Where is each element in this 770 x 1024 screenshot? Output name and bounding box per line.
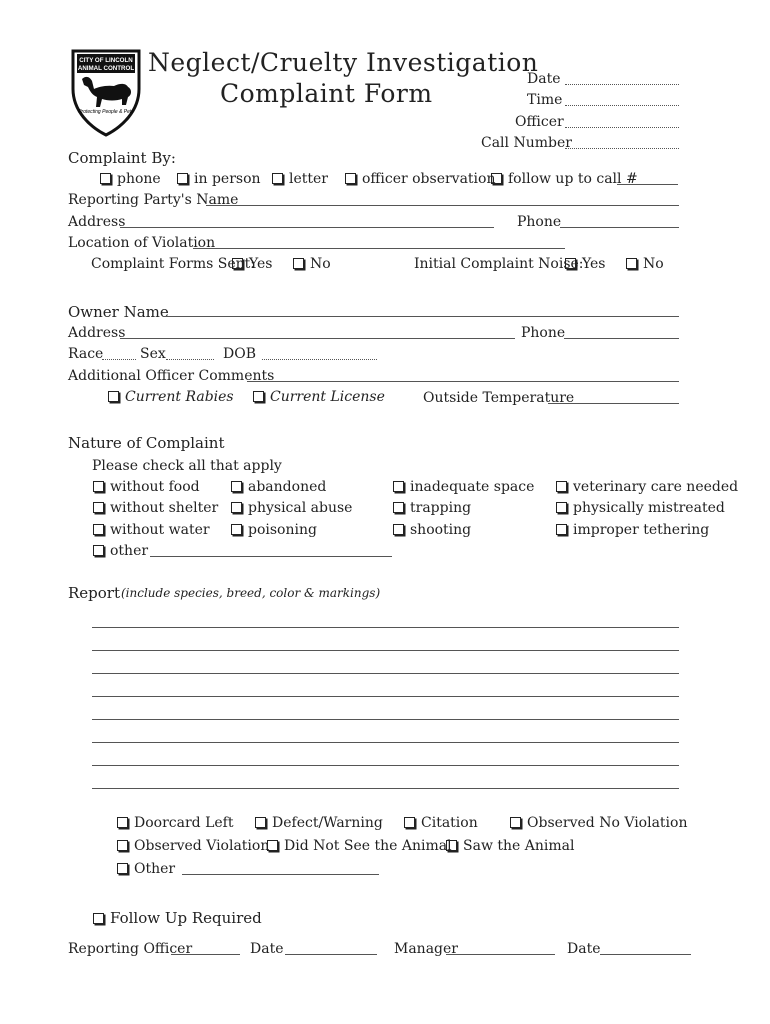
form-title-line1: Neglect/Cruelty Investigation	[148, 48, 539, 77]
report-note: (include species, breed, color & markings)	[121, 586, 381, 600]
temperature-label: Outside Temperature	[423, 390, 575, 406]
nature-physical-abuse[interactable]: physical abuse	[231, 500, 352, 516]
reporting-officer-field[interactable]	[171, 954, 240, 955]
noise-no[interactable]: No	[626, 256, 664, 272]
option-officer-observation[interactable]: officer observation	[345, 171, 495, 187]
temperature-field[interactable]	[548, 403, 679, 404]
nature-poisoning[interactable]: poisoning	[231, 522, 317, 538]
phone-label: Phone	[517, 214, 562, 230]
checkbox[interactable]	[556, 524, 567, 535]
outcome-observed-no-violation[interactable]: Observed No Violation	[510, 815, 687, 831]
noise-label: Initial Complaint Noise:	[414, 256, 584, 272]
phone-field[interactable]	[560, 227, 679, 228]
outcome-observed-violation[interactable]: Observed Violation	[117, 838, 269, 854]
sex-field[interactable]	[166, 359, 214, 360]
address-field[interactable]	[120, 227, 494, 228]
time-label: Time	[527, 92, 563, 108]
footer-date2-field[interactable]	[600, 954, 691, 955]
option-in-person[interactable]: in person	[177, 171, 261, 187]
nature-trapping[interactable]: trapping	[393, 500, 471, 516]
comments-field[interactable]	[247, 381, 679, 382]
dob-label: DOB	[223, 346, 256, 362]
owner-name-label: Owner Name	[68, 303, 169, 321]
nature-veterinary-care[interactable]: veterinary care needed	[556, 479, 738, 495]
logo-line1: CITY OF LINCOLN	[79, 57, 133, 64]
current-rabies[interactable]: Current Rabies	[108, 389, 234, 405]
report-label: Report	[68, 584, 121, 602]
nature-shooting[interactable]: shooting	[393, 522, 471, 538]
outcome-saw-animal[interactable]: Saw the Animal	[446, 838, 574, 854]
comments-label: Additional Officer Comments	[68, 368, 275, 384]
owner-phone-label: Phone	[521, 325, 566, 341]
checkbox[interactable]	[556, 502, 567, 513]
checkbox[interactable]	[393, 481, 404, 492]
reporting-party-label: Reporting Party's Name	[68, 192, 239, 208]
checkbox[interactable]	[565, 258, 576, 269]
footer-date-label: Date	[250, 941, 284, 957]
checkbox[interactable]	[231, 502, 242, 513]
owner-name-field[interactable]	[165, 316, 679, 317]
checkbox[interactable]	[93, 913, 104, 924]
officer-field[interactable]	[565, 127, 679, 128]
nature-improper-tethering[interactable]: improper tethering	[556, 522, 709, 538]
sex-label: Sex	[140, 346, 166, 362]
reporting-officer-label: Reporting Officer	[68, 941, 193, 957]
nature-inadequate-space[interactable]: inadequate space	[393, 479, 534, 495]
location-label: Location of Violation	[68, 235, 216, 251]
checkbox[interactable]	[93, 524, 104, 535]
report-line[interactable]	[92, 696, 679, 697]
date-field[interactable]	[565, 84, 679, 85]
report-line[interactable]	[92, 742, 679, 743]
nature-other-field[interactable]	[150, 556, 392, 557]
checkbox[interactable]	[404, 817, 415, 828]
footer-date-field[interactable]	[285, 954, 377, 955]
checkbox[interactable]	[556, 481, 567, 492]
checkbox[interactable]	[345, 173, 356, 184]
manager-field[interactable]	[446, 954, 555, 955]
checkbox[interactable]	[446, 840, 457, 851]
outcome-doorcard-left[interactable]: Doorcard Left	[117, 815, 233, 831]
race-field[interactable]	[102, 359, 136, 360]
checkbox[interactable]	[253, 391, 264, 402]
call-number-label: Call Number	[481, 135, 572, 151]
owner-address-field[interactable]	[120, 338, 515, 339]
follow-up-required[interactable]: Follow Up Required	[93, 909, 262, 927]
nature-label: Nature of Complaint	[68, 434, 225, 452]
reporting-party-field[interactable]	[206, 205, 679, 206]
checkbox[interactable]	[626, 258, 637, 269]
outcome-other-field[interactable]	[182, 874, 379, 875]
checkbox[interactable]	[93, 545, 104, 556]
time-field[interactable]	[565, 105, 679, 106]
checkbox[interactable]	[393, 502, 404, 513]
nature-without-shelter[interactable]: without shelter	[93, 500, 218, 516]
checkbox[interactable]	[267, 840, 278, 851]
officer-label: Officer	[515, 114, 564, 130]
checkbox[interactable]	[177, 173, 188, 184]
checkbox[interactable]	[232, 258, 243, 269]
nature-instruction: Please check all that apply	[92, 458, 282, 474]
report-line[interactable]	[92, 650, 679, 651]
checkbox[interactable]	[231, 524, 242, 535]
checkbox[interactable]	[117, 863, 128, 874]
animal-control-logo	[70, 49, 142, 137]
outcome-other[interactable]: Other	[117, 861, 175, 877]
option-letter[interactable]: letter	[272, 171, 328, 187]
forms-sent-no[interactable]: No	[293, 256, 331, 272]
nature-without-water[interactable]: without water	[93, 522, 210, 538]
checkbox[interactable]	[393, 524, 404, 535]
manager-label: Manager	[394, 941, 458, 957]
checkbox[interactable]	[108, 391, 119, 402]
option-follow-up-call[interactable]: follow up to call #	[491, 171, 638, 187]
report-line[interactable]	[92, 788, 679, 789]
report-line[interactable]	[92, 765, 679, 766]
report-line[interactable]	[92, 673, 679, 674]
outcome-citation[interactable]: Citation	[404, 815, 478, 831]
checkbox[interactable]	[93, 502, 104, 513]
outcome-did-not-see-animal[interactable]: Did Not See the Animal	[267, 838, 452, 854]
checkbox[interactable]	[93, 481, 104, 492]
checkbox[interactable]	[255, 817, 266, 828]
footer-date2-label: Date	[567, 941, 601, 957]
call-number-field[interactable]	[565, 148, 679, 149]
checkbox[interactable]	[272, 173, 283, 184]
nature-abandoned[interactable]: abandoned	[231, 479, 326, 495]
checkbox[interactable]	[510, 817, 521, 828]
form-title-line2: Complaint Form	[220, 79, 433, 108]
address-label: Address	[68, 214, 126, 230]
nature-physically-mistreated[interactable]: physically mistreated	[556, 500, 725, 516]
checkbox[interactable]	[491, 173, 502, 184]
location-field[interactable]	[193, 248, 565, 249]
owner-address-label: Address	[68, 325, 126, 341]
checkbox[interactable]	[293, 258, 304, 269]
nature-other[interactable]: other	[93, 543, 148, 559]
date-label: Date	[527, 71, 561, 87]
checkbox[interactable]	[231, 481, 242, 492]
checkbox[interactable]	[117, 840, 128, 851]
nature-without-food[interactable]: without food	[93, 479, 200, 495]
logo-line2: ANIMAL CONTROL	[77, 65, 135, 72]
report-line[interactable]	[92, 627, 679, 628]
checkbox[interactable]	[100, 173, 111, 184]
forms-sent-label: Complaint Forms Sent:	[91, 256, 255, 272]
owner-phone-field[interactable]	[564, 338, 679, 339]
dob-field[interactable]	[262, 359, 377, 360]
race-label: Race	[68, 346, 104, 362]
logo-tagline: Protecting People & Pets	[78, 109, 134, 115]
current-license[interactable]: Current License	[253, 389, 385, 405]
report-line[interactable]	[92, 719, 679, 720]
checkbox[interactable]	[117, 817, 128, 828]
outcome-defect-warning[interactable]: Defect/Warning	[255, 815, 383, 831]
follow-up-call-field[interactable]	[617, 184, 678, 185]
noise-yes[interactable]: Yes	[565, 256, 606, 272]
complaint-by-label: Complaint By:	[68, 149, 176, 167]
forms-sent-yes[interactable]: Yes	[232, 256, 273, 272]
option-phone[interactable]: phone	[100, 171, 161, 187]
